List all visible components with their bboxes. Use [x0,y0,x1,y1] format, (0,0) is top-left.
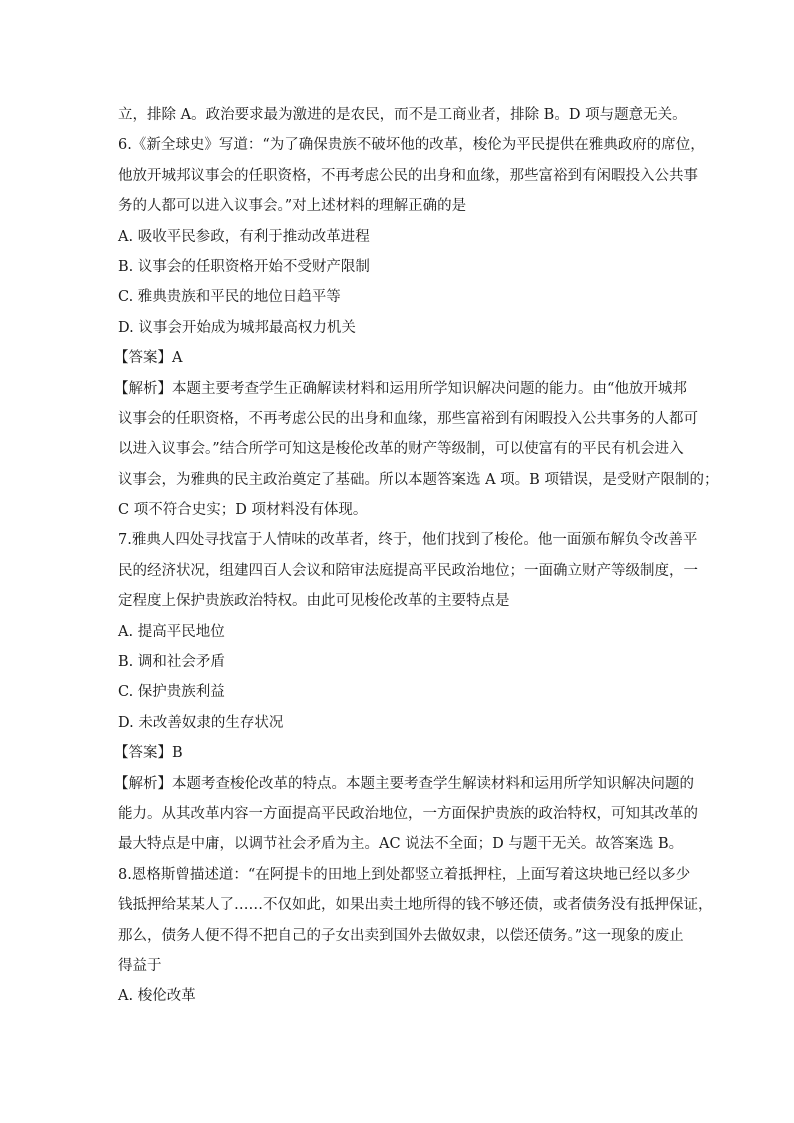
question-8-stem: 那么，债务人便不得不把自己的子女出卖到国外去做奴隶，以偿还债务。”这一现象的废止 [118,927,684,944]
question-6-option-b: B. 议事会的任职资格开始不受财产限制 [118,258,370,275]
question-7-stem: 7.雅典人四处寻找富于人情味的改革者，终于，他们找到了梭伦。他一面颁布解负令改善平 [118,532,698,549]
question-7-option-c: C. 保护贵族利益 [118,684,225,701]
text-line-continuation: 立，排除 A。政治要求最为激进的是农民，而不是工商业者，排除 B。D 项与题意无关。 [118,107,687,123]
question-8-stem: 钱抵押给某某人了……不仅如此，如果出卖土地所得的钱不够还债，或者债务没有抵押保证， [118,897,713,914]
question-7-stem: 民的经济状况，组建四百人会议和陪审法庭提高平民政治地位；一面确立财产等级制度，一 [118,562,698,579]
question-7-option-d: D. 未改善奴隶的生存状况 [118,714,284,731]
question-7-analysis: 【解析】本题考查梭伦改革的特点。本题主要考查学生解读材料和运用所学知识解决问题的 [114,775,694,792]
question-7-analysis: 能力。从其改革内容一方面提高平民政治地位，一方面保护贵族的政治特权，可知其改革的 [118,805,698,822]
question-6-option-a: A. 吸收平民参政，有利于推动改革进程 [118,228,370,245]
question-6-option-c: C. 雅典贵族和平民的地位日趋平等 [118,289,341,306]
question-6-option-d: D. 议事会开始成为城邦最高权力机关 [118,319,356,336]
question-6-stem: 务的人都可以进入议事会。”对上述材料的理解正确的是 [118,198,467,215]
question-7-stem: 定程度上保护贵族政治特权。由此可见梭伦改革的主要特点是 [118,593,510,610]
question-7-option-a: A. 提高平民地位 [118,623,225,640]
question-8-stem: 8.恩格斯曾描述道：“在阿提卡的田地上到处都竖立着抵押柱，上面写着这块地已经以多少 [118,866,691,883]
question-8-option-a: A. 梭伦改革 [118,988,196,1005]
question-6-analysis: 议事会，为雅典的民主政治奠定了基础。所以本题答案选 A 项。B 项错误，是受财产限制的； [118,471,719,488]
question-8-stem: 得益于 [118,957,162,974]
question-6-analysis: 【解析】本题主要考查学生正确解读材料和运用所学知识解决问题的能力。由“他放开城邦 [114,380,687,397]
question-7-analysis: 最大特点是中庸，以调节社会矛盾为主。AC 说法不全面；D 与题干无关。故答案选 B。 [118,836,684,853]
question-7-answer: 【答案】B [114,745,183,762]
question-6-analysis: C 项不符合史实；D 项材料没有体现。 [118,502,368,519]
question-6-analysis: 议事会的任职资格，不再考虑公民的出身和血缘，那些富裕到有闲暇投入公共事务的人都可 [118,410,698,427]
document-page [114,100,719,1012]
question-6-stem: 他放开城邦议事会的任职资格，不再考虑公民的出身和血缘，那些富裕到有闲暇投入公共事 [118,167,698,184]
question-7-option-b: B. 调和社会矛盾 [118,654,225,671]
question-6-stem: 6.《新全球史》写道：“为了确保贵族不破坏他的改革，梭伦为平民提供在雅典政府的席位， [118,137,705,154]
question-6-analysis: 以进入议事会。”结合所学可知这是梭伦改革的财产等级制，可以使富有的平民有机会进入 [118,441,684,458]
question-6-answer: 【答案】A [114,350,183,367]
